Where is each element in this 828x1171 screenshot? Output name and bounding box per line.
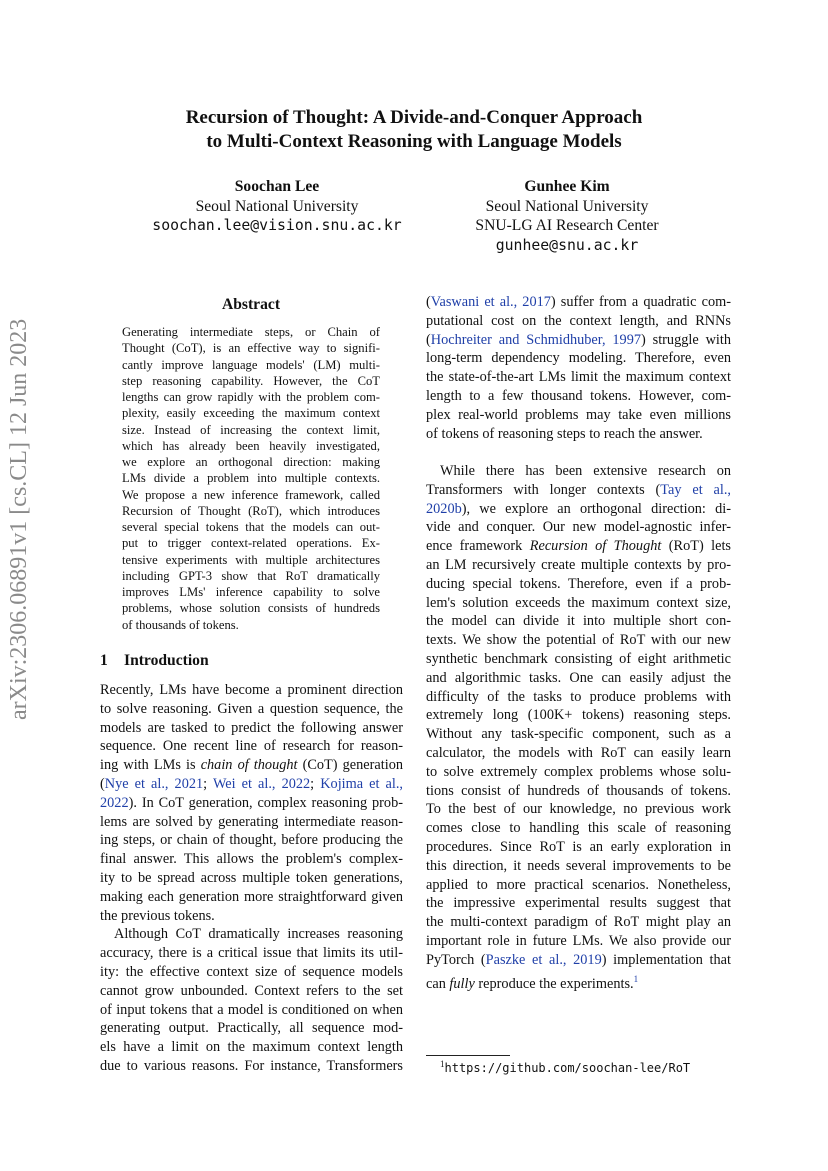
- left-column-text: [100, 681, 403, 1076]
- text-line: generating output. Practically, all sequence mod-: [100, 1020, 403, 1037]
- abstract-body: [122, 324, 380, 633]
- text-line: models are tasked to predict the following answer: [100, 719, 403, 736]
- text-line: due to various reasons. For instance, Transformers: [100, 1057, 403, 1074]
- text-line: the previous tokens.: [100, 907, 215, 924]
- text-line: length to a few thousand tokens. However, com-: [426, 387, 731, 404]
- citation-link[interactable]: 2022: [100, 794, 129, 811]
- abstract-line: we explore an orthogonal direction: making: [122, 455, 380, 469]
- text-line: difficulty of the tasks to produce problems with: [426, 688, 731, 705]
- abstract-line: step reasoning capability. However, the CoT: [122, 373, 380, 388]
- abstract-line: cantly improve language models' (LM) multi-: [122, 357, 380, 372]
- text-line: an LM recursively create multiple contexts by pro-: [426, 556, 731, 573]
- text-line: vide and conquer. Our new model-agnostic infer-: [426, 519, 731, 536]
- text-line: ducing special tokens. Therefore, even if a prob-: [426, 575, 731, 592]
- citation-link[interactable]: Hochreiter and Schmidhuber, 1997: [430, 331, 641, 348]
- text-line: texts. We show the potential of RoT with our new: [426, 632, 731, 649]
- text-line: Although CoT dramatically increases reasoning: [114, 926, 403, 943]
- section-number: 1: [100, 652, 108, 669]
- emphasis: chain of thought: [200, 757, 298, 774]
- text-line: plex real-world problems may take even millions: [426, 406, 731, 423]
- text-line: and algorithmic tasks. One can easily adjust the: [426, 669, 731, 686]
- citation-link[interactable]: Vaswani et al., 2017: [430, 294, 551, 310]
- text-line: cannot grow unbounded. Context refers to the set: [100, 982, 403, 999]
- abstract-line: plexity, easily exceeding the maximum context: [122, 406, 380, 421]
- abstract-line: put to trigger context-related operations. Ex-: [122, 536, 380, 551]
- abstract-heading: Abstract: [221, 296, 281, 313]
- section-heading: [100, 652, 209, 670]
- citation-link[interactable]: Wei et al., 2022: [212, 775, 311, 792]
- text-line: this direction, it needs several improvements to be: [426, 857, 731, 874]
- author-name: Soochan Lee: [234, 178, 320, 195]
- author-block-1: [132, 177, 422, 236]
- abstract-line: which has already been heavily investigated,: [122, 438, 380, 453]
- citation-link[interactable]: Nye et al., 2021: [104, 775, 204, 792]
- text-line: (Hochreiter and Schmidhuber, 1997) struggle with: [426, 331, 731, 348]
- text-line: synthetic benchmark consisting of eight arithmetic: [426, 650, 731, 667]
- footnote-marker[interactable]: 1: [633, 973, 639, 984]
- abstract-line: improves LMs' inference capability to solve: [122, 585, 380, 599]
- title-line-2: to Multi-Context Reasoning with Language Models: [206, 131, 622, 152]
- text-line: to solve extremely complex problems whose solu-: [426, 763, 731, 780]
- text-line: extremely long (100K+ tokens) reasoning steps.: [426, 707, 731, 724]
- abstract-line: lengths can grow rapidly with the problem com-: [122, 390, 380, 404]
- text-line: sequence. One recent line of research for reason-: [100, 738, 403, 755]
- abstract-line: Generating intermediate steps, or Chain of: [122, 325, 380, 339]
- text-line: (Vaswani et al., 2017) suffer from a quadratic com-: [426, 294, 731, 310]
- citation-link[interactable]: Kojima et al.,: [320, 775, 404, 792]
- emphasis: Recursion of Thought: [529, 538, 662, 555]
- text-line: putational cost on the context length, and RNNs: [426, 312, 731, 329]
- text-line: can fully reproduce the experiments.$^1$: [426, 973, 639, 992]
- text-line: important role in future LMs. We also provide our: [426, 932, 731, 949]
- text-line: to solve reasoning. Given a question sequence, the: [100, 700, 403, 717]
- footnote-number: 1: [440, 1059, 445, 1069]
- text-line: the impressive experimental results suggest that: [426, 895, 731, 912]
- author-email[interactable]: gunhee@snu.ac.kr: [495, 236, 639, 254]
- author-block-2: [432, 177, 702, 255]
- text-line: the state-of-the-art LMs limit the maximum context: [426, 369, 731, 386]
- text-line: ence framework Recursion of Thought (RoT) lets: [426, 538, 731, 555]
- abstract-line: Recursion of Thought (RoT), which introduces: [122, 503, 380, 518]
- emphasis: fully: [449, 975, 475, 992]
- text-line: tions consist of hundreds of thousands of tokens.: [426, 782, 731, 799]
- text-line: making each generation more straightforward given: [100, 888, 403, 905]
- footnote-divider: [426, 1055, 510, 1056]
- footnote: [440, 1059, 690, 1075]
- citation-link[interactable]: Paszke et al., 2019: [485, 951, 602, 968]
- text-line: lems are solved by generating intermediate reason-: [100, 813, 403, 830]
- author-name: Gunhee Kim: [524, 178, 610, 195]
- abstract-line: tensive experiments with multiple architectures: [122, 552, 380, 567]
- text-line: 2022). In CoT generation, complex reasoning prob-: [100, 794, 403, 811]
- text-line: ing with LMs is chain of thought (CoT) generation: [100, 757, 403, 774]
- text-line: Transformers with longer contexts (Tay et al.,: [426, 481, 731, 498]
- text-line: 2020b), we explore an orthogonal direction: di-: [426, 500, 731, 517]
- text-line: the multi-context paradigm of RoT might play an: [426, 914, 731, 931]
- text-line: procedures. Since RoT is an early exploration in: [426, 838, 731, 855]
- text-line: long-term dependency modeling. Therefore, even: [426, 350, 731, 367]
- abstract-line: problems, whose solution consists of hundreds: [122, 601, 380, 616]
- author-email[interactable]: soochan.lee@vision.snu.ac.kr: [152, 217, 402, 234]
- text-line: of input tokens that a model is conditioned on when: [100, 1001, 403, 1018]
- citation-link[interactable]: 2020b: [426, 500, 462, 517]
- text-line: calculator, the models with RoT can easily learn: [426, 744, 731, 761]
- arxiv-identifier: arXiv:2306.06891v1 [cs.CL] 12 Jun 2023: [6, 318, 32, 720]
- abstract-line: LMs divide a problem into multiple contexts.: [122, 471, 380, 486]
- text-line: ity: the effective context size of sequence models: [100, 963, 403, 980]
- text-line: PyTorch (Paszke et al., 2019) implementation that: [426, 951, 731, 968]
- text-line: els have a limit on the maximum context length: [100, 1039, 403, 1056]
- title-line-1: Recursion of Thought: A Divide-and-Conquer Approach: [185, 107, 643, 128]
- abstract-line: including GPT-3 show that RoT dramatically: [122, 568, 380, 583]
- text-line: final answer. This allows the problem's complex-: [100, 851, 403, 868]
- text-line: comes close to handling this scale of reasoning: [426, 820, 731, 837]
- text-line: Without any task-specific component, such as a: [426, 726, 731, 743]
- abstract-line: Thought (CoT), is an effective way to signifi-: [122, 341, 380, 356]
- abstract-line: We propose a new inference framework, called: [122, 487, 380, 502]
- text-line: ity to be spread across multiple token generations,: [100, 869, 403, 886]
- text-line: lem's solution exceeds the maximum context size,: [426, 594, 731, 611]
- text-line: the model can divide it into multiple short con-: [426, 613, 731, 630]
- footnote-url[interactable]: https://github.com/soochan-lee/RoT: [444, 1061, 691, 1075]
- section-title: Introduction: [124, 652, 209, 669]
- text-line: To the best of our knowledge, no previous work: [426, 801, 731, 818]
- text-line: accuracy, there is a critical issue that limits its util-: [100, 945, 403, 962]
- text-line: ing steps, or chain of thought, before producing the: [100, 832, 403, 849]
- author-affiliation-2: SNU-LG AI Research Center: [475, 217, 659, 234]
- text-line: (Nye et al., 2021; Wei et al., 2022; Kojima et al.,: [100, 775, 404, 792]
- citation-link[interactable]: Tay et al.,: [660, 481, 731, 498]
- text-line: of tokens of reasoning steps to reach the answer.: [426, 425, 703, 442]
- author-affiliation: Seoul National University: [195, 197, 359, 215]
- text-line: While there has been extensive research on: [440, 463, 731, 479]
- abstract-line: size. Instead of increasing the context limit,: [122, 422, 380, 437]
- text-line: applied to more practical scenarios. Nonetheless,: [426, 876, 731, 893]
- abstract-line: of thousands of tokens.: [122, 617, 239, 632]
- author-affiliation: Seoul National University: [485, 197, 649, 215]
- text-line: Recently, LMs have become a prominent direction: [100, 682, 403, 698]
- right-column-paragraph-2: [426, 462, 731, 993]
- abstract-line: several special tokens that the models can out-: [122, 520, 380, 534]
- right-column-paragraph-1: [426, 293, 731, 443]
- paper-title: [0, 106, 828, 154]
